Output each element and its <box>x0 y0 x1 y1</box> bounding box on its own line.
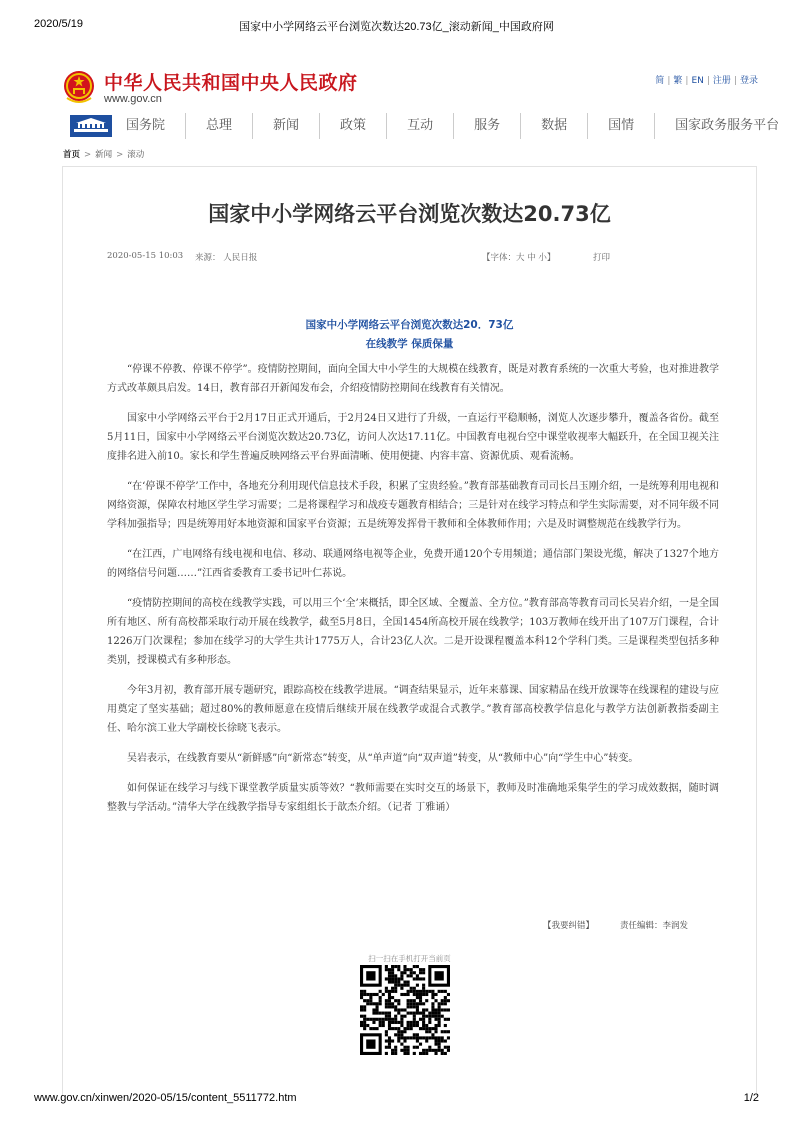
top-links: 简 | 繁 | EN | 注册 | 登录 <box>655 73 758 86</box>
nav-item-state-council[interactable]: 国务院 <box>126 118 166 133</box>
building-logo-icon[interactable] <box>70 115 112 137</box>
print-title: 国家中小学网络云平台浏览次数达20.73亿_滚动新闻_中国政府网 <box>239 21 554 33</box>
article-footer-meta <box>543 919 688 931</box>
article-headline: 国家中小学网络云平台浏览次数达20.73亿 <box>208 202 611 226</box>
article-editor: 责任编辑：李润发 <box>620 921 689 931</box>
print-header <box>34 18 759 32</box>
article-body <box>107 360 719 828</box>
qr-label: 扫一扫在手机打开当前页 <box>368 954 451 963</box>
site-title[interactable]: 中华人民共和国中央人民政府 <box>104 72 358 94</box>
english-link[interactable]: EN <box>691 76 704 86</box>
nav-item-data[interactable]: 数据 <box>520 113 587 139</box>
article-subhead-secondary: 在线教学 保质保量 <box>365 338 454 350</box>
report-error-link[interactable]: 【我要纠错】 <box>543 921 595 931</box>
article-source: 来源： 人民日报 <box>195 253 258 263</box>
login-link[interactable]: 登录 <box>739 76 758 86</box>
site-url: www.gov.cn <box>104 93 162 105</box>
breadcrumb-news[interactable]: 新闻 <box>95 150 113 160</box>
nav-item-gov-service-platform[interactable]: 国家政务服务平台 <box>654 113 799 139</box>
page-url: www.gov.cn/xinwen/2020-05/15/content_5511772.htm <box>34 1092 297 1104</box>
print-date: 2020/5/19 <box>34 18 83 30</box>
article-paragraph: “疫情防控期间的高校在线教学实践，可以用三个‘全’来概括，即全区域、全覆盖、全方位。”教育部高等教育司司长吴岩介绍，一是全国所有地区、所有高校都采取行动开展在线教学，截至5月8日，全国1454所高校开展在线教学；103万教师在线开出了107万门课程，合计1226万门次课程；参加在线学习的大学生共计1775万人，合计23亿人次。二是开设课程覆盖本科12个学科门类。三是课程类型包括多种类别，授课模式有多种形态。 <box>107 598 719 666</box>
nav-item-premier[interactable]: 总理 <box>185 113 252 139</box>
article-paragraph: 吴岩表示，在线教育要从“新鲜感”向“新常态”转变，从“单声道”向“双声道”转变，从“教师中心”向“学生中心”转变。 <box>127 753 639 764</box>
main-nav <box>62 113 780 139</box>
nav-item-policy[interactable]: 政策 <box>319 113 386 139</box>
register-link[interactable]: 注册 <box>712 76 731 86</box>
article-date: 2020-05-15 10:03 <box>107 251 184 261</box>
chevron-right-icon: > <box>84 150 92 160</box>
article-paragraph: 今年3月初，教育部开展专题研究，跟踪高校在线教学进展。“调查结果显示，近年来慕课、国家精品在线开放课等在线课程的建设与应用奠定了坚实基础；超过80%的教师愿意在疫情后继续开展在线教学或混合式教学。”教育部高校教学信息化与教学方法创新教指委副主任、哈尔滨工业大学副校长徐晓飞表示。 <box>107 685 719 734</box>
breadcrumb-home[interactable]: 首页 <box>63 150 81 160</box>
breadcrumb-rolling[interactable]: 滚动 <box>127 150 145 160</box>
article-paragraph: 国家中小学网络云平台于2月17日正式开通后，于2月24日又进行了升级，一直运行平稳顺畅，浏览人次逐步攀升，覆盖各省份。截至5月11日，国家中小学网络云平台浏览次数达20.73亿，访问人次达17.11亿。中国教育电视台空中课堂收视率大幅跃升，在全国卫视关注度排名进入前10。家长和学生普遍反映网络云平台界面清晰、使用便捷、内容丰富、资源优质、观看流畅。 <box>107 413 719 462</box>
nav-item-national-info[interactable]: 国情 <box>587 113 654 139</box>
nav-item-interaction[interactable]: 互动 <box>386 113 453 139</box>
article-paragraph: 如何保证在线学习与线下课堂教学质量实质等效？“教师需要在实时交互的场景下，教师及时准确地采集学生的学习成效数据，随时调整教与学活动。”清华大学在线教学指导专家组组长于歆杰介绍。（记者 丁雅诵） <box>107 783 719 813</box>
national-emblem-icon[interactable] <box>62 68 96 106</box>
breadcrumb <box>63 148 144 160</box>
site-header <box>62 66 758 110</box>
chevron-right-icon: > <box>116 150 124 160</box>
article-paragraph: “在江西，广电网络有线电视和电信、移动、联通网络电视等企业，免费开通120个专用频道；通信部门架设光缆，解决了1327个地方的网络信号问题……”江西省委教育工委书记叶仁荪说。 <box>107 549 719 579</box>
font-size-control[interactable]: 【字体：大 中 小】 <box>482 253 556 263</box>
nav-item-services[interactable]: 服务 <box>453 113 520 139</box>
article-paragraph: “在‘停课不停学’工作中，各地充分利用现代信息技术手段，积累了宝贵经验。”教育部基础教育司司长吕玉刚介绍，一是统筹利用电视和网络资源，保障农村地区学生学习需要；二是将课程学习和战疫专题教育相结合；三是针对在线学习特点和学生实际需要，对不同年级不同学科加强指导；四是统筹用好本地资源和国家平台资源；五是统筹发挥骨干教师和全体教师作用；六是及时调整规范在线教学行为。 <box>107 481 719 530</box>
print-button[interactable]: 打印 <box>593 253 611 263</box>
nav-item-news[interactable]: 新闻 <box>252 113 319 139</box>
print-footer <box>34 1092 759 1106</box>
article-subhead: 国家中小学网络云平台浏览次数达20．73亿 <box>305 319 514 331</box>
article-paragraph: “停课不停教、停课不停学”。疫情防控期间，面向全国大中小学生的大规模在线教育，既是对教育系统的一次重大考验，也对推进教学方式改革颇具启发。14日，教育部召开新闻发布会，介绍疫情防控期间在线教育有关情况。 <box>107 364 719 394</box>
simplified-link[interactable]: 简 <box>655 76 665 86</box>
page-number: 1/2 <box>743 1092 759 1104</box>
traditional-link[interactable]: 繁 <box>673 76 683 86</box>
qr-code-icon <box>360 965 450 1055</box>
